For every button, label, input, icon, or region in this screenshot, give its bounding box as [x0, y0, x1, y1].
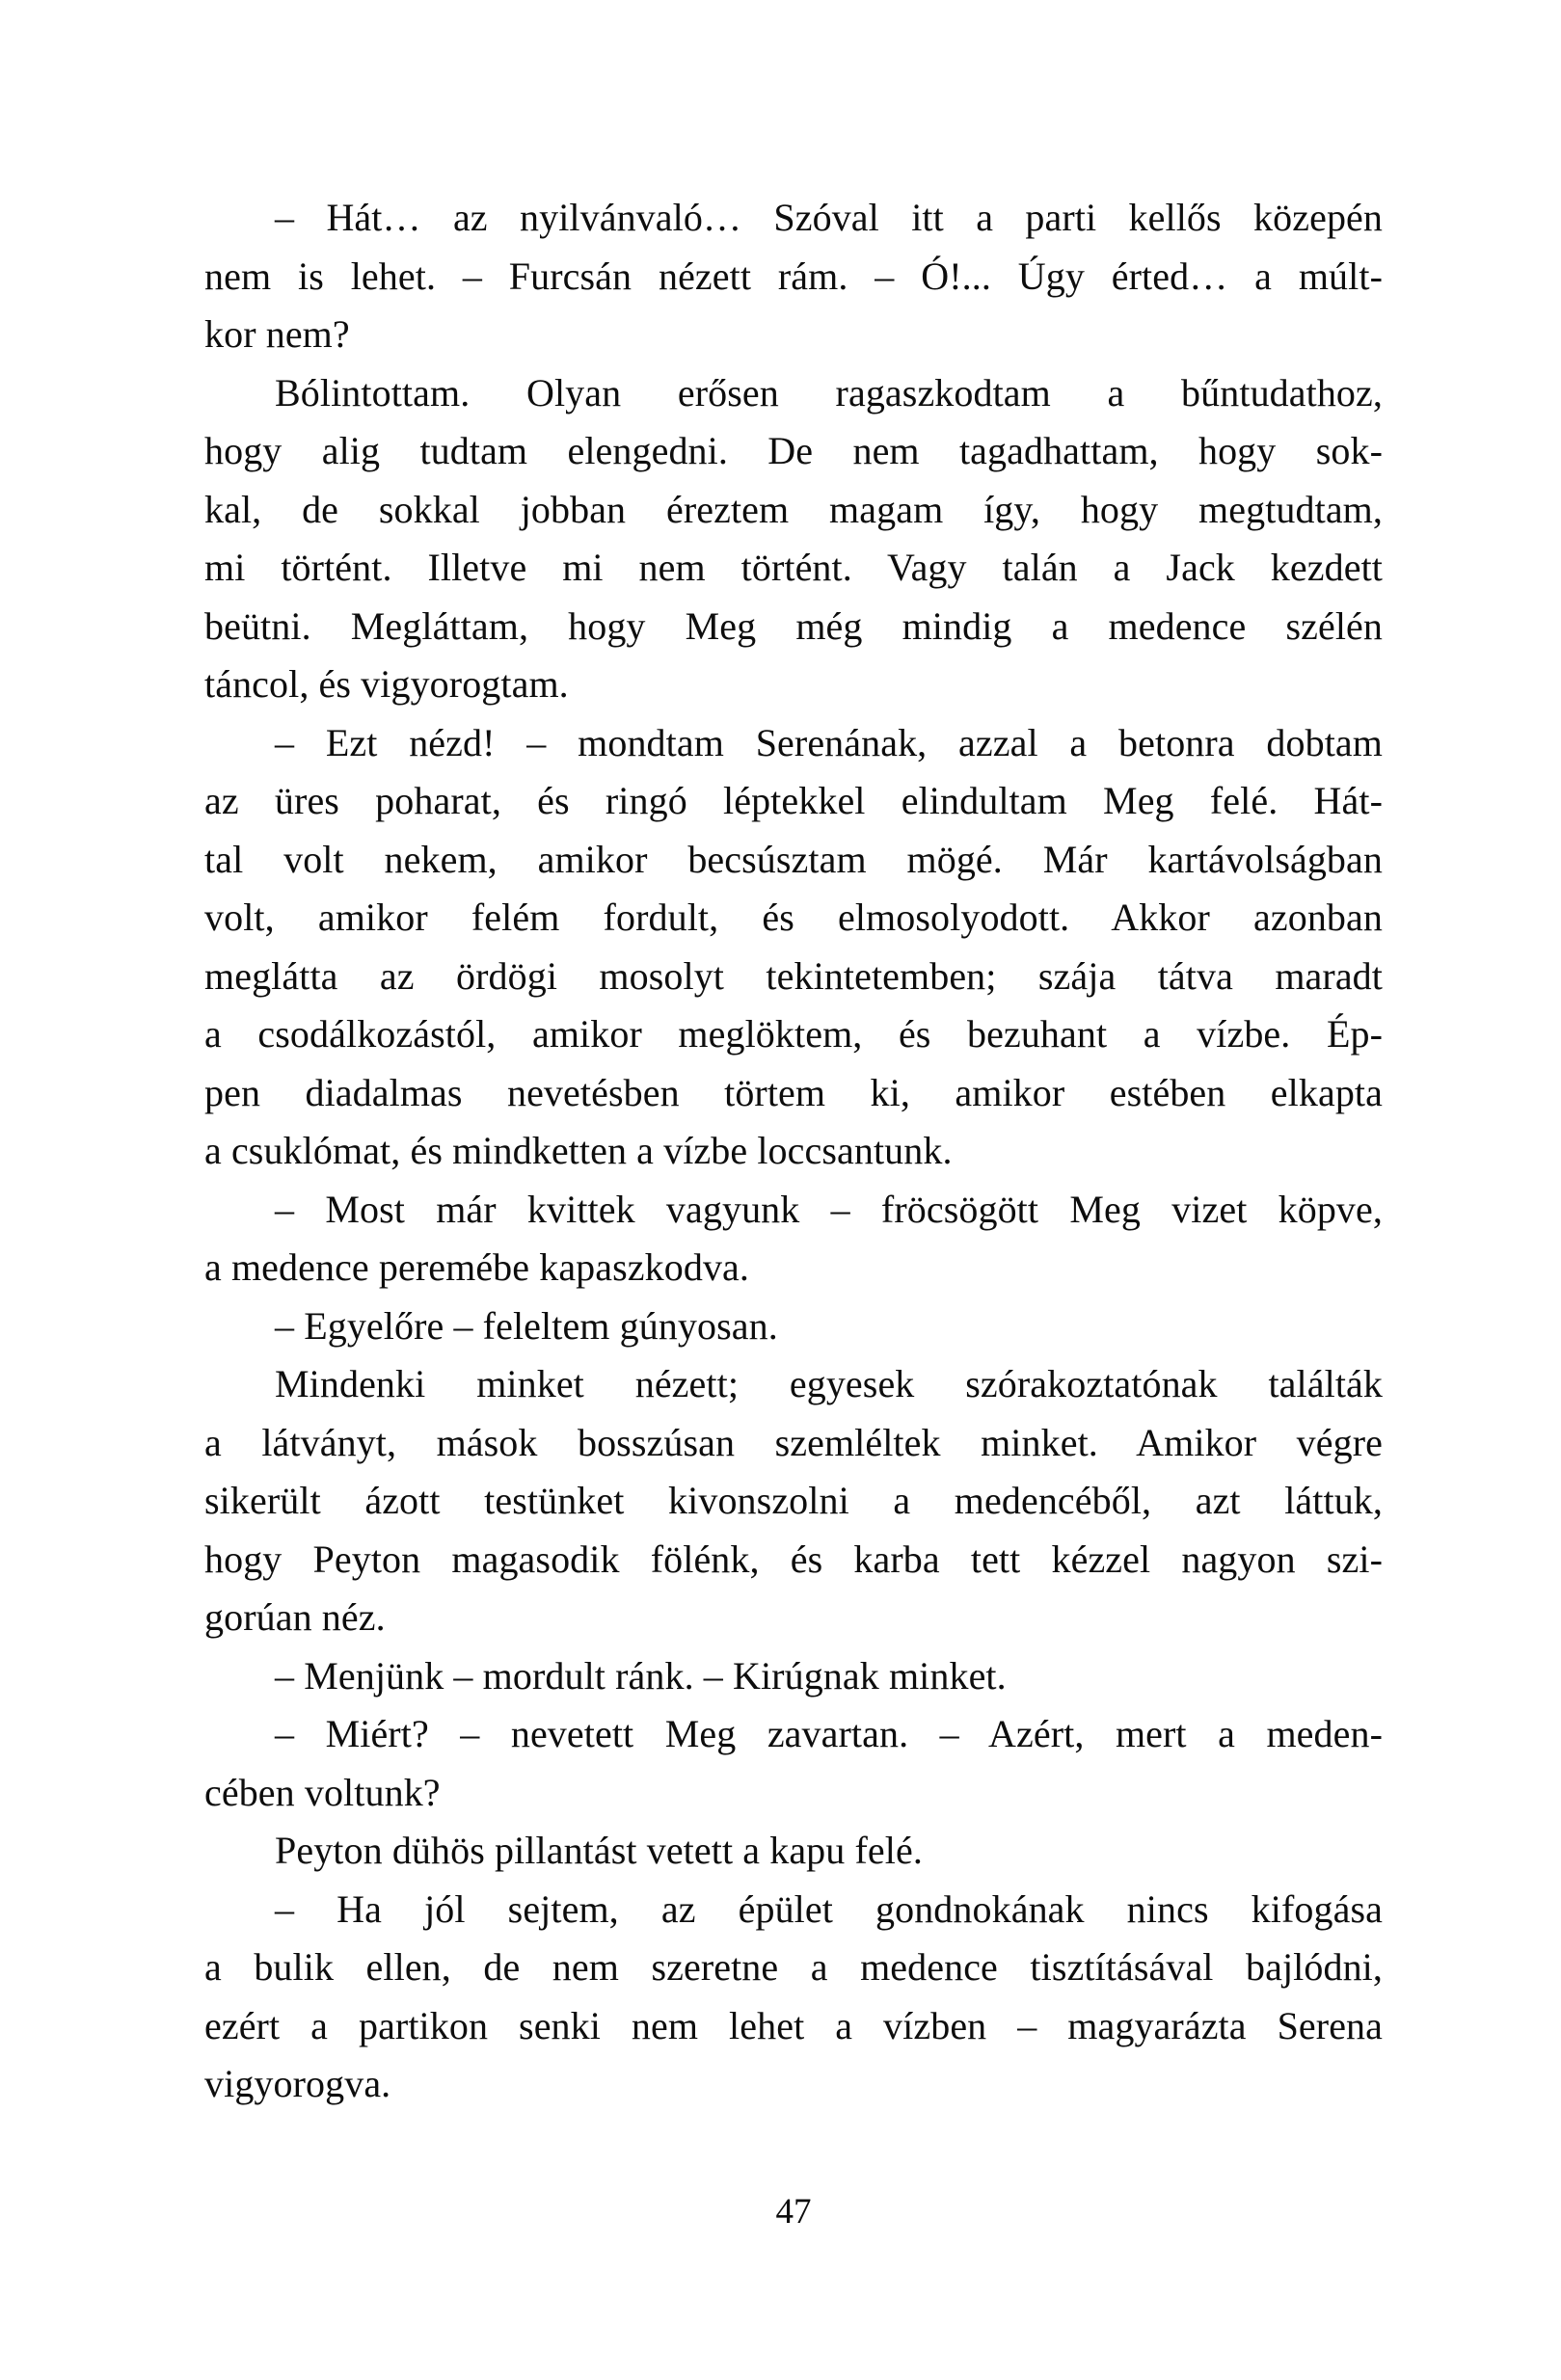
text-line: Bólintottam. Olyan erősen ragaszkodtam a bűntudathoz,	[275, 370, 1383, 414]
text-line: meglátta az ördögi mosolyt tekintetemben; szája tátva maradt	[204, 953, 1383, 998]
text-line: kal, de sokkal jobban éreztem magam így, hogy megtudtam,	[204, 487, 1383, 531]
page-number: 47	[775, 2192, 812, 2232]
text-line: – Hát… az nyilvánvaló… Szóval itt a parti kellős közepén	[275, 196, 1383, 239]
text-line: Mindenki minket nézett; egyesek szórakoztatónak találták	[275, 1362, 1383, 1405]
text-line: cében voltunk?	[204, 1770, 441, 1814]
text-line: a látványt, mások bosszúsan szemléltek minket. Amikor végre	[204, 1420, 1383, 1464]
text-line: vigyorogva.	[204, 2062, 391, 2105]
text-line: tal volt nekem, amikor becsúsztam mögé. Már kartávolságban	[204, 837, 1383, 881]
text-line: a bulik ellen, de nem szeretne a medence tisztításával bajlódni,	[204, 1945, 1383, 1989]
text-line: táncol, és vigyorogtam.	[204, 662, 569, 706]
text-line: gorúan néz.	[204, 1595, 386, 1639]
text-line: – Ha jól sejtem, az épület gondnokának nincs kifogása	[275, 1886, 1383, 1931]
text-line: kor nem?	[204, 312, 350, 356]
page-text	[204, 189, 1383, 2114]
text-line: pen diadalmas nevetésben törtem ki, amikor estében elkapta	[204, 1070, 1383, 1114]
text-line: az üres poharat, és ringó léptekkel elindultam Meg felé. Hát-	[204, 779, 1383, 822]
text-line: – Ezt nézd! – mondtam Serenának, azzal a betonra dobtam	[275, 720, 1383, 764]
text-line: volt, amikor felém fordult, és elmosolyodott. Akkor azonban	[204, 896, 1383, 939]
text-line: nem is lehet. – Furcsán nézett rám. – Ó!... Úgy érted… a múlt-	[204, 254, 1383, 298]
text-line: a csuklómat, és mindketten a vízbe loccsantunk.	[204, 1129, 953, 1172]
text-line: beütni. Megláttam, hogy Meg még mindig a medence szélén	[204, 603, 1383, 648]
text-line: Peyton dühös pillantást vetett a kapu felé.	[275, 1829, 923, 1872]
text-line: ezért a partikon senki nem lehet a vízben – magyarázta Serena	[204, 2003, 1383, 2047]
text-line: a csodálkozástól, amikor meglöktem, és bezuhant a vízbe. Ép-	[204, 1012, 1383, 1056]
text-line: sikerült ázott testünket kivonszolni a medencéből, azt láttuk,	[204, 1479, 1383, 1522]
text-line: a medence peremébe kapaszkodva.	[204, 1245, 750, 1289]
text-line: – Miért? – nevetett Meg zavartan. – Azért, mert a meden-	[275, 1712, 1383, 1755]
text-line: hogy alig tudtam elengedni. De nem tagadhattam, hogy sok-	[204, 429, 1383, 472]
text-line: – Egyelőre – feleltem gúnyosan.	[275, 1303, 778, 1348]
text-line: mi történt. Illetve mi nem történt. Vagy talán a Jack kezdett	[204, 546, 1383, 589]
text-line: – Menjünk – mordult ránk. – Kirúgnak minket.	[275, 1653, 1007, 1698]
text-line: hogy Peyton magasodik fölénk, és karba tett kézzel nagyon szi-	[204, 1537, 1383, 1581]
text-line: – Most már kvittek vagyunk – fröcsögött Meg vizet köpve,	[275, 1187, 1383, 1231]
